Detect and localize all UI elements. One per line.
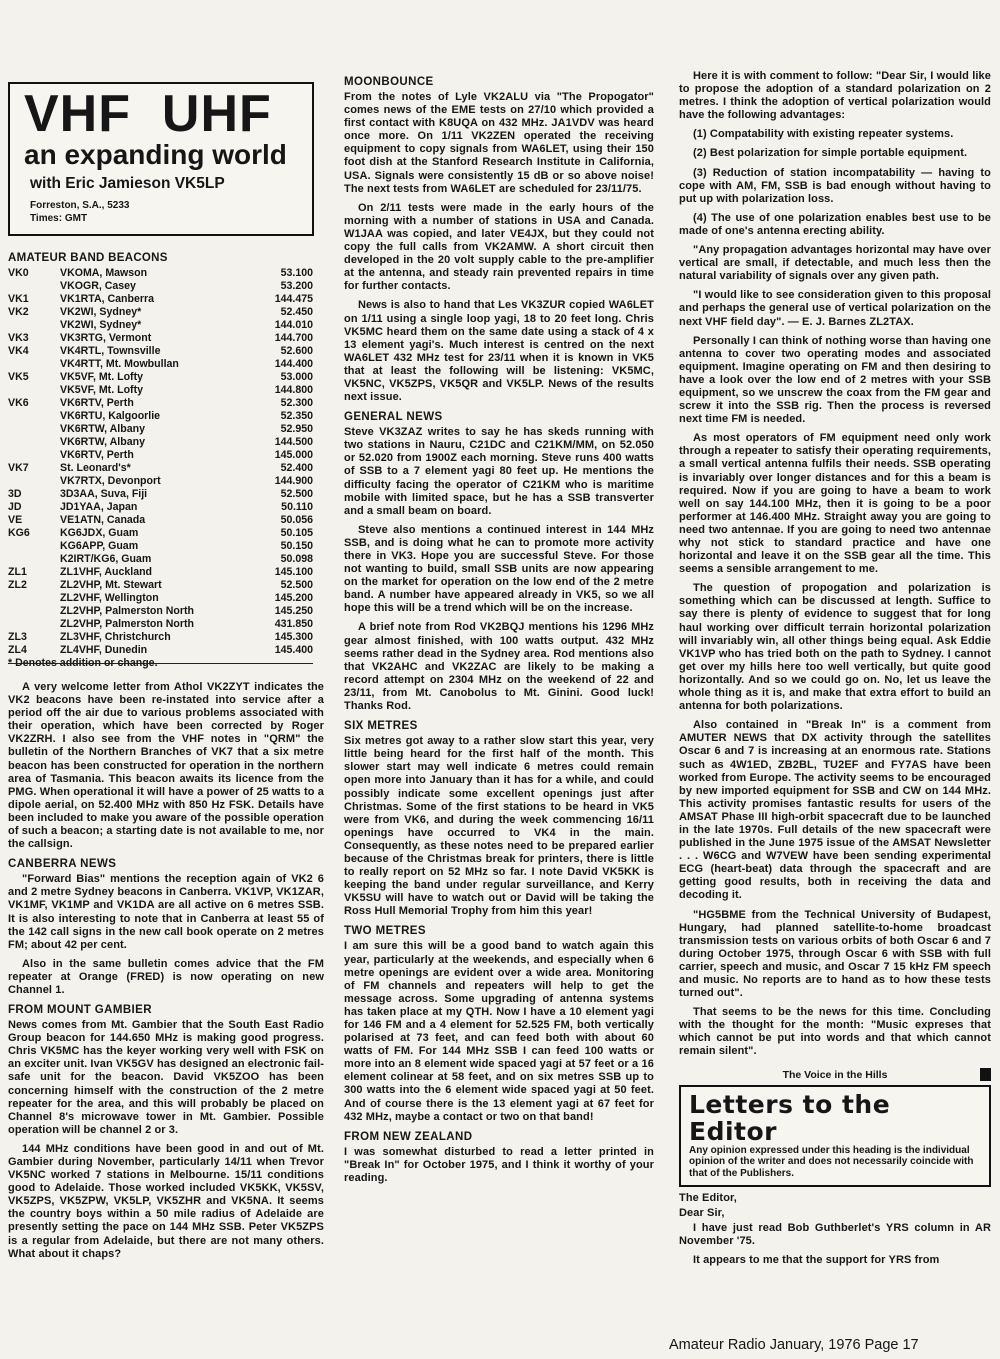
beacon-station: St. Leonard's* bbox=[60, 462, 131, 474]
beacon-frequency: 145.000 bbox=[274, 449, 313, 461]
beacon-prefix: ZL4 bbox=[8, 644, 27, 656]
page-footer: Amateur Radio January, 1976 Page 17 bbox=[669, 1337, 919, 1353]
beacon-frequency: 145.250 bbox=[274, 605, 313, 617]
salutation-editor: The Editor, bbox=[679, 1192, 737, 1205]
beacon-row bbox=[8, 501, 313, 514]
paragraph: From the notes of Lyle VK2ALU via "The Propogator" comes news of the EME tests on 27/10 which provided a first contact with K8UQA on 432 MHz. JA1VDV was heard once more. On 1/11 VK2ZEN operated the receiving equipment to copy signals from WA6LET, using their 150 foot dish at the Stanford Research Institute in California, USA. Signals were consistently 15 dB or so above noise! The next tests from WA6LET are scheduled for 23/11/75. bbox=[344, 91, 654, 195]
paragraph: "Forward Bias" mentions the reception again of VK2 6 and 2 metre Sydney beacons in Canberra. VK1VP, VK1ZAR, VK1MF, VK1MP and VK1DA are all active on 6 metres SSB. It is also interesting to note that in Canberra at least 55 of the 142 call signs in the new call book operate on 2 metres FM; about 42 per cent. bbox=[8, 873, 324, 951]
letters-title: Letters to the Editor bbox=[689, 1089, 891, 1146]
beacon-prefix: VK3 bbox=[8, 332, 29, 344]
beacon-row bbox=[8, 475, 313, 488]
beacon-prefix: JD bbox=[8, 501, 22, 513]
beacon-frequency: 431.850 bbox=[274, 618, 313, 630]
beacon-station: VK7RTX, Devonport bbox=[60, 475, 161, 487]
signoff-text: The Voice in the Hills bbox=[782, 1068, 888, 1081]
paragraph: Personally I can think of nothing worse than having one antenna to cover two operating modes and associated equipment. Imagine operating on FM and then desiring to have a look over the low end of 2 metres with your SSB equipment, so we unscrew the coax from the FM gear and screw it into the SSB rig. Then the process is reversed next time FM is needed. bbox=[679, 334, 991, 426]
beacon-frequency: 144.010 bbox=[274, 319, 313, 331]
beacon-frequency: 50.105 bbox=[280, 527, 313, 539]
paragraph: I am sure this will be a good band to watch again this year, particularly at the weekends, and especially when 6 metre openings are evident over a wide area. Monitoring of FM channels and repeaters will help to get the message across. Some upgrading of antenna systems has taken place at my QTH. Now I have a 10 element yagi for 146 FM and a 4 element for 52.525 FM, both vertically polarised at 73 feet, and can feed both with about 60 watts of FM. For 144 MHz SSB I can feed 100 watts or more into an 8 element wide spaced yagi at 57 feet or a 16 element colinear at 58 feet, and on six metres SSB up to 300 watts into the 6 element wide spaced yagi at 50 feet. And of course there is the 13 element yagi at 67 feet for 432 MHz, maybe a contact or two on that band! bbox=[344, 940, 654, 1123]
signoff bbox=[679, 1069, 991, 1081]
beacon-frequency: 52.350 bbox=[280, 410, 313, 422]
beacon-row bbox=[8, 410, 313, 423]
letters-header-box bbox=[679, 1085, 991, 1188]
beacon-row bbox=[8, 436, 313, 449]
beacon-row bbox=[8, 488, 313, 501]
beacon-prefix bbox=[8, 358, 60, 371]
paragraph: As most operators of FM equipment need only work through a repeater to satisfy their operating requirements, a small vertical antenna fulfils their needs. SSB operating is invariably over longer distances and for this a beam is required. Now if you are going to have a beam to work well on say 144.100 MHz, then it is going to be a poor performer at 146.400 MHz. Straight away you are going to need two antennae. If you are going to need two antennae why not stick to standard practice and have one horizontal and leave it on the SSB gear all the time. This seems a sensible arrangement to me. bbox=[679, 432, 991, 576]
section-heading: MOONBOUNCE bbox=[344, 76, 434, 88]
paragraph: Steve also mentions a continued interest in 144 MHz SSB, and is doing what he can to promote more activity there in VK3. Hope you are successful Steve. For those not wanting to build, small SSB units are now appearing on the market for operation on the low end of the 2 metre band. A number have appeared already in VK5, so we all hope this will be a trend which will be on the increase. bbox=[344, 523, 654, 615]
beacon-frequency: 145.200 bbox=[274, 592, 313, 604]
paragraph: News comes from Mt. Gambier that the South East Radio Group beacon for 144.650 MHz is making good progress. Chris VK5MC has the keyer working very well with FSK on an exciter unit. Ivan VK5GV has designed an electronic fail-safe unit for the beacon. David VK5ZOO has been concerning himself with the construction of the 2 metre repeater for the area, and this will probably be placed on Channel 8's microwave tower in Mt. Gambier. Possible operation will be channel 2 or 3. bbox=[8, 1019, 324, 1136]
beacon-frequency: 145.100 bbox=[274, 566, 313, 578]
beacon-frequency: 144.400 bbox=[274, 358, 313, 370]
beacon-station: KG6JDX, Guam bbox=[60, 527, 139, 539]
beacon-frequency: 145.300 bbox=[274, 631, 313, 643]
beacon-station: 3D3AA, Suva, Fiji bbox=[60, 488, 148, 500]
beacon-prefix bbox=[8, 553, 60, 566]
paragraph: Six metres got away to a rather slow start this year, very little being heard for the first half of the month. This slower start may well indicate 6 metres could remain open more into January than it has for a while, and could possibly indicate some excellent openings just after Christmas. Some of the first stations to be heard in VK5 were from VK6, and during the week commencing 16/11 openings have occurred to VK4 in the main. Consequently, as these notes need to be prepared earlier because of the Christmas break for printers, there is little to really report on 52 MHz so far. I note David VK5KK is keeping the band under regular surveillance, and Kerry VK5SU will have to watch out or David will be taking the Ross Hull Memorial Trophy from him this year! bbox=[344, 735, 654, 918]
beacon-station: JD1YAA, Japan bbox=[60, 501, 138, 513]
beacon-frequency: 52.300 bbox=[280, 397, 313, 409]
beacon-prefix: VK6 bbox=[8, 397, 29, 409]
paragraph: A brief note from Rod VK2BQJ mentions his 1296 MHz gear almost finished, with 100 watts output. 432 MHz seems rather dead in the Sydney area. Rod mentions also that VK2AHC and VK2ZAC are likely to be making a record attempt on 2304 MHz on the weekend of 22 and 23/11, from Mt. Canobolus to Mt. Ginini. Good luck! Thanks Rod. bbox=[344, 621, 654, 713]
beacon-prefix: ZL3 bbox=[8, 631, 27, 643]
beacon-frequency: 53.000 bbox=[280, 371, 313, 383]
beacon-frequency: 52.500 bbox=[280, 579, 313, 591]
paragraph: I was somewhat disturbed to read a letter printed in "Break In" for October 1975, and I think it worthy of your reading. bbox=[344, 1145, 654, 1184]
beacon-frequency: 50.056 bbox=[280, 514, 313, 526]
paragraph: A very welcome letter from Athol VK2ZYT indicates the VK2 beacons have been re-instated into service after a period off the air due to various problems associated with their operation, which have been corrected by Roger VK2ZRH. I also see from the VHF notes in "QRM" the bulletin of the Northern Branches of VK7 that a six metre beacon has been constructed for operation in the northern area of Tasmania. This beacon awaits its licence from the PMG. When operational it will have a power of 25 watts to a dipole aerial, on 52.400 MHz with 850 Hz FSK. Details have been included to make you aware of the possible operation of such a beacon; a starting date is not available to me, nor the callsign. bbox=[8, 681, 325, 851]
section-heading: TWO METRES bbox=[344, 925, 426, 938]
beacon-row bbox=[8, 579, 313, 592]
beacon-row bbox=[8, 384, 313, 397]
paragraph: (3) Reduction of station incompatability — having to cope with AM, FM, SSB is bad enough without having to put up with polarization loss. bbox=[679, 166, 991, 205]
paragraph: On 2/11 tests were made in the early hours of the morning with a number of stations in USA and Canada. W1JAA was copied, and later VE4JX, but they could not copy the full calls from VK2AMW. A short circuit then developed in the 20 volt supply cable to the pre-amplifier at the antenna, and steady rain prevented repairs in time for further contacts. bbox=[344, 201, 654, 293]
beacon-prefix bbox=[8, 410, 60, 423]
beacon-prefix bbox=[8, 605, 60, 618]
beacon-frequency: 53.200 bbox=[280, 280, 313, 292]
letters-disclaimer: Any opinion expressed under this heading is the individual opinion of the writer and does not necessarily coincide with that of the Publishers. bbox=[689, 1144, 974, 1179]
beacon-station: ZL2VHF, Wellington bbox=[60, 592, 159, 604]
byline: with Eric Jamieson VK5LP bbox=[30, 175, 225, 192]
beacon-station: VK6RTV, Perth bbox=[60, 449, 134, 461]
beacon-frequency: 50.150 bbox=[280, 540, 313, 552]
beacon-row bbox=[8, 462, 313, 475]
section-heading: SIX METRES bbox=[344, 720, 418, 733]
beacon-prefix bbox=[8, 592, 60, 605]
beacon-station: VK6RTV, Perth bbox=[60, 397, 134, 409]
beacon-frequency: 52.950 bbox=[280, 423, 313, 435]
beacon-row bbox=[8, 306, 313, 319]
paragraph: (2) Best polarization for simple portable equipment. bbox=[693, 147, 968, 160]
column-left bbox=[8, 681, 324, 1267]
paragraph: 144 MHz conditions have been good in and out of Mt. Gambier during November, particularly 14/11 when Trevor VK5NC worked 7 stations in Melbourne. 15/11 conditions good to Adelaide. Those worked included VK5KK, VK5SV, VK5ZPS, VK5ZPW, VK5LP, VK5ZHR and VK5NA. It seems the country boys within a 50 mile radius of Adelaide are presently setting the pace on 144 MHz SSB. Peter VK5ZPS is a regular from Adelaide, but there are not many others. What about it chaps? bbox=[8, 1142, 324, 1260]
beacon-frequency: 144.700 bbox=[274, 332, 313, 344]
beacon-station: VK5VF, Mt. Lofty bbox=[60, 371, 143, 383]
beacon-prefix: VK4 bbox=[8, 345, 29, 357]
beacon-frequency: 52.450 bbox=[280, 306, 313, 318]
beacon-prefix: VE bbox=[8, 514, 23, 526]
paragraph: The question of propogation and polarization is something which can be discussed at length. Suffice to say there is plenty of evidence to suggest that for long haul working over difficult terrain horizontal polarization will invariably win, all other things being equal. Ask Eddie VK1VP who has tried both on the path to Sydney. I cannot get over my hills here too well vertically, but quite good horizontally. And so we could go on. No, let us leave the whole thing as it is, and make that extra effort to build an antenna for both polarizations. bbox=[679, 582, 991, 713]
column-subtitle: an expanding world bbox=[24, 139, 287, 170]
times-note: Times: GMT bbox=[30, 213, 88, 224]
paragraph: "Any propagation advantages horizontal may have over vertical are small, if detectable, and much less then the natural variability of signals over any given path. bbox=[679, 244, 991, 283]
beacon-row bbox=[8, 449, 313, 462]
beacon-station: K2IRT/KG6, Guam bbox=[60, 553, 152, 565]
beacon-row bbox=[8, 514, 313, 527]
beacon-prefix bbox=[8, 449, 60, 462]
beacon-frequency: 144.800 bbox=[274, 384, 313, 396]
beacon-frequency: 52.600 bbox=[280, 345, 313, 357]
beacon-row bbox=[8, 566, 313, 579]
beacon-prefix: VK2 bbox=[8, 306, 29, 318]
beacon-station: VK4RTL, Townsville bbox=[60, 345, 161, 357]
beacon-prefix bbox=[8, 618, 60, 631]
beacon-frequency: 145.400 bbox=[274, 644, 313, 656]
beacon-row bbox=[8, 267, 313, 280]
beacon-prefix: 3D bbox=[8, 488, 22, 500]
beacon-frequency: 144.475 bbox=[274, 293, 313, 305]
beacon-prefix bbox=[8, 319, 60, 332]
beacon-station: VKOGR, Casey bbox=[60, 280, 136, 292]
beacon-prefix: ZL2 bbox=[8, 579, 27, 591]
beacon-row bbox=[8, 592, 313, 605]
paragraph: Also contained in "Break In" is a comment from AMUTER NEWS that DX activity through the satellites Oscar 6 and 7 is increasing at an enormous rate. Stations such as 4W1ED, ZB2BL, TU2EF and FY7AS have been worked from Europe. The activity seems to be encouraged by new imported equipment for SSB and CW on 144 MHz. This activity promises fantastic results for users of the AMSAT Phase III high-orbit spacecraft due to be launched in the late 1970s. Full details of the new spacecraft were published in the June 1975 issue of the AMSAT Newsletter . . . W6CG and W7VEW have been sending experimental ECG (heart-beat) data through the spacecraft and are getting good results, both in receiving the data and decoding it. bbox=[679, 719, 991, 902]
column-middle bbox=[344, 76, 654, 1191]
paragraph: It appears to me that the support for YRS from bbox=[693, 1254, 940, 1267]
beacon-frequency: 50.110 bbox=[281, 501, 313, 513]
beacon-row bbox=[8, 280, 313, 293]
beacon-row bbox=[8, 293, 313, 306]
paragraph: Steve VK3ZAZ writes to say he has skeds running with two stations in Nauru, C21DC and C21KM/MM, on 52.050 or 52.020 from 1900Z each morning. Steve runs 400 watts of SSB to a 7 element yagi 80 feet up. He mentions the difficulty facing the operator of C21KM who is maritime mobile with limited space, but he has a SSB transverter and a small beam on board. bbox=[344, 426, 654, 517]
beacon-prefix: VK1 bbox=[8, 293, 29, 305]
beacon-row bbox=[8, 345, 313, 358]
column-title-box bbox=[8, 82, 314, 236]
end-mark bbox=[980, 1068, 991, 1081]
beacon-station: KG6APP, Guam bbox=[60, 540, 139, 552]
beacon-row bbox=[8, 332, 313, 345]
column-right bbox=[679, 70, 991, 1274]
beacon-row bbox=[8, 423, 313, 436]
section-heading: FROM MOUNT GAMBIER bbox=[8, 1004, 152, 1017]
beacon-station: ZL2VHP, Palmerston North bbox=[60, 605, 195, 617]
beacon-station: VKOMA, Mawson bbox=[60, 267, 148, 279]
beacon-frequency: 52.400 bbox=[280, 462, 313, 474]
beacon-row bbox=[8, 397, 313, 410]
beacon-row bbox=[8, 618, 313, 631]
paragraph: News is also to hand that Les VK3ZUR copied WA6LET on 1/11 using a single loop yagi, 18 to 20 feet long. Chris VK5MC heard them on the same date using a stack of 4 x 13 element yagi's. Much interest is centred on the next WA6LET 432 MHz test for 23/11 when it is known in VK5 that at least the following will be listening: VK5MC, VK5NC, VK5ZPS, VK5QR and VK5LP. News of the results next issue. bbox=[344, 299, 654, 404]
beacon-row bbox=[8, 358, 313, 371]
beacon-prefix bbox=[8, 540, 60, 553]
beacon-frequency: 50.098 bbox=[280, 553, 313, 565]
paragraph: "HG5BME from the Technical University of Budapest, Hungary, had planned satellite-to-home broadcast transmission tests on various orbits of both Oscar 6 and 7 during October 1975, through Oscar 6 with SSB with full carrier, speech and music, and Oscar 7 15 kHz FM speech and music. No reports are to hand as to how these tests turned out". bbox=[679, 908, 991, 1000]
beacon-station: ZL1VHF, Auckland bbox=[60, 566, 153, 578]
beacon-table-note: * Denotes addition or change. bbox=[8, 657, 158, 669]
section-heading: CANBERRA NEWS bbox=[8, 858, 117, 871]
paragraph: "I would like to see consideration given to this proposal and perhaps the general use of vertical polarization on the next VHF field day". — E. J. Barnes ZL2TAX. bbox=[679, 289, 991, 328]
beacon-station: VK2WI, Sydney* bbox=[60, 319, 142, 331]
beacon-row bbox=[8, 644, 313, 657]
salutation-sir: Dear Sir, bbox=[679, 1207, 725, 1220]
beacon-station: VK4RTT, Mt. Mowbullan bbox=[60, 358, 179, 370]
paragraph: Also in the same bulletin comes advice that the FM repeater at Orange (FRED) is now operating on new Channel 1. bbox=[8, 957, 324, 996]
beacon-prefix: VK7 bbox=[8, 462, 29, 474]
paragraph: That seems to be the news for this time. Concluding with the thought for the month: "Music expreses that which cannot be put into words and that which cannot remain silent". bbox=[679, 1006, 991, 1058]
beacon-table-title: AMATEUR BAND BEACONS bbox=[8, 252, 168, 264]
beacon-station: VK1RTA, Canberra bbox=[60, 293, 154, 305]
beacon-prefix bbox=[8, 436, 60, 449]
beacon-prefix: VK0 bbox=[8, 267, 29, 279]
beacon-prefix bbox=[8, 423, 60, 436]
beacon-table bbox=[8, 252, 313, 670]
beacon-frequency: 144.500 bbox=[274, 436, 313, 448]
beacon-rows bbox=[8, 267, 313, 657]
beacon-row bbox=[8, 371, 313, 384]
paragraph: (1) Compatability with existing repeater systems. bbox=[693, 128, 954, 141]
beacon-station: VK2WI, Sydney* bbox=[60, 306, 142, 318]
beacon-row bbox=[8, 631, 313, 644]
section-heading: FROM NEW ZEALAND bbox=[344, 1130, 473, 1143]
beacon-prefix bbox=[8, 280, 60, 293]
beacon-row bbox=[8, 540, 313, 553]
beacon-station: VK3RTG, Vermont bbox=[60, 332, 152, 344]
divider bbox=[8, 663, 313, 664]
beacon-prefix bbox=[8, 384, 60, 397]
beacon-station: ZL2VHP, Palmerston North bbox=[60, 618, 195, 630]
beacon-prefix: VK5 bbox=[8, 371, 29, 383]
beacon-row bbox=[8, 553, 313, 566]
beacon-row bbox=[8, 605, 313, 618]
paragraph: I have just read Bob Guthberlet's YRS column in AR November '75. bbox=[679, 1222, 991, 1248]
beacon-station: VK6RTU, Kalgoorlie bbox=[60, 410, 161, 422]
beacon-frequency: 52.500 bbox=[280, 488, 313, 500]
author-location: Forreston, S.A., 5233 bbox=[30, 200, 130, 211]
beacon-prefix: ZL1 bbox=[8, 566, 27, 578]
paragraph: Here it is with comment to follow: "Dear Sir, I would like to propose the adoption of a standard polarization on 2 metres. I think the adoption of vertical polarization would have the following advantages: bbox=[679, 70, 991, 122]
beacon-prefix bbox=[8, 475, 60, 488]
beacon-row bbox=[8, 319, 313, 332]
beacon-frequency: 144.900 bbox=[274, 475, 313, 487]
beacon-station: VK6RTW, Albany bbox=[60, 436, 145, 448]
beacon-station: VE1ATN, Canada bbox=[60, 514, 146, 526]
paragraph: (4) The use of one polarization enables best use to be made of one's antenna erecting ability. bbox=[679, 211, 991, 237]
beacon-station: ZL3VHF, Christchurch bbox=[60, 631, 171, 643]
section-heading: GENERAL NEWS bbox=[344, 411, 443, 424]
beacon-station: VK6RTW, Albany bbox=[60, 423, 145, 435]
beacon-station: VK5VF, Mt. Lofty bbox=[60, 384, 143, 396]
beacon-frequency: 53.100 bbox=[280, 267, 313, 279]
beacon-station: ZL2VHP, Mt. Stewart bbox=[60, 579, 162, 591]
beacon-prefix: KG6 bbox=[8, 527, 30, 539]
beacon-station: ZL4VHF, Dunedin bbox=[60, 644, 148, 656]
column-title: VHF UHF bbox=[24, 85, 272, 143]
beacon-row bbox=[8, 527, 313, 540]
